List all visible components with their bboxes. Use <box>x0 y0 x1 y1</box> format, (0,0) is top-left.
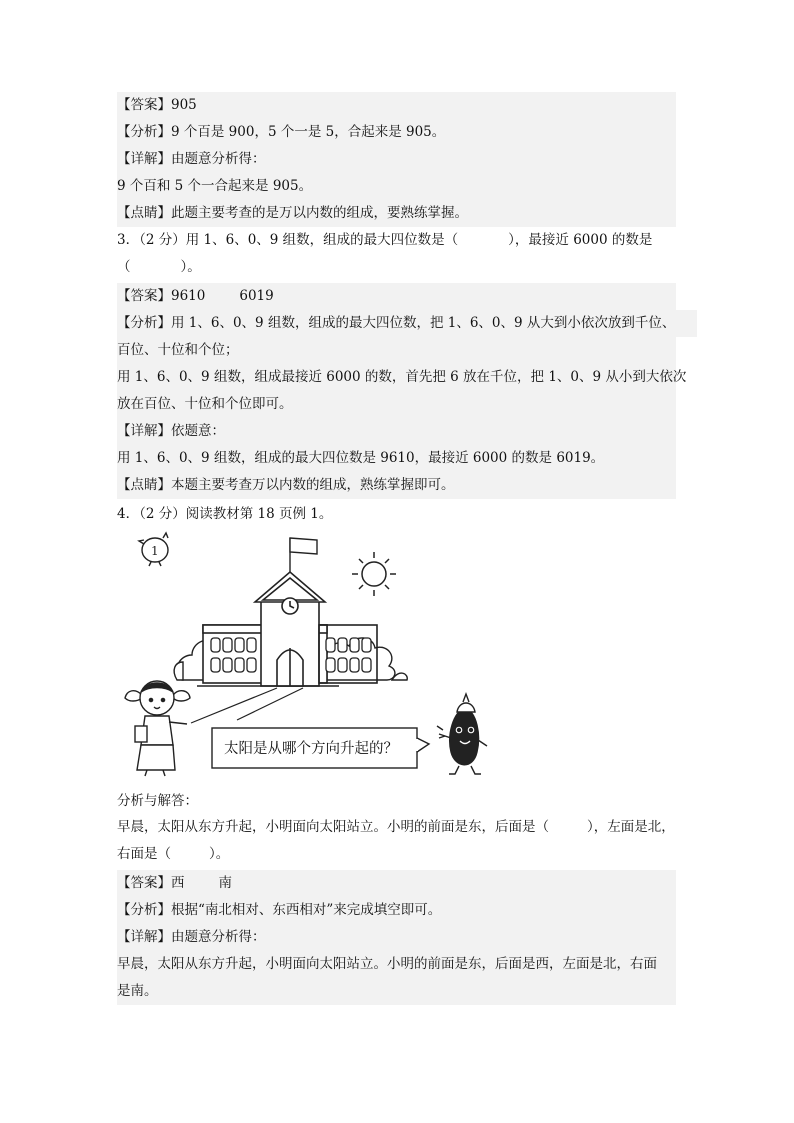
q3-stem <box>117 227 676 254</box>
analysis-text: 根据“南北相对、东西相对”来完成填空即可。 <box>171 902 442 918</box>
analysis-tag: 【分析】 <box>117 315 171 331</box>
q4-stem: 4．（2 分）阅读教材第 18 页例 1。 <box>117 506 333 522</box>
q3-stem-part: ）。 <box>180 259 201 275</box>
detail-text: 依题意： <box>171 423 225 439</box>
q4-question-part: 右面是（ <box>117 846 171 862</box>
detail-text: 由题意分析得： <box>171 929 266 945</box>
q4-detail-line2: 早晨，太阳从东方升起，小明面向太阳站立。小明的前面是东，后面是西，左面是北，右面 <box>117 951 676 978</box>
detail-tag: 【详解】 <box>117 929 171 945</box>
speech-bubble-text: 太阳是从哪个方向升起的？ <box>224 741 398 757</box>
example-badge-number: 1 <box>151 544 159 558</box>
q3-answer <box>117 283 676 310</box>
q2-analysis <box>117 119 676 146</box>
q4-detail-line3: 是南。 <box>117 978 676 1005</box>
answer-tag: 【答案】 <box>117 97 171 113</box>
detail-tag: 【详解】 <box>117 151 171 167</box>
q4-question-part: ），左面是北， <box>587 819 675 835</box>
analysis-text: 用 1、6、0、9 组数，组成的最大四位数，把 1、6、0、9 从大到小依次放到千位、 <box>171 315 676 331</box>
q4-question-line2 <box>117 841 676 868</box>
q3-analysis-line4: 放在百位、十位和个位即可。 <box>117 391 676 418</box>
q2-detail <box>117 146 676 173</box>
q2-tip <box>117 200 676 227</box>
answer-value: 西 <box>171 875 185 891</box>
q3-stem-line2 <box>117 254 676 281</box>
q3-stem-part: （ <box>117 259 131 275</box>
q3-stem-part: ），最接近 6000 的数是 <box>508 232 653 248</box>
answer-value: 6019 <box>239 288 274 304</box>
analysis-text: 9 个百是 900，5 个一是 5，合起来是 905。 <box>171 124 446 140</box>
q3-analysis <box>117 310 697 337</box>
answer-tag: 【答案】 <box>117 288 171 304</box>
answer-value: 9610 <box>171 288 206 304</box>
answer-value: 南 <box>218 875 232 891</box>
detail-tag: 【详解】 <box>117 423 171 439</box>
answer-value: 905 <box>171 97 197 113</box>
q4-question-part: 早晨，太阳从东方升起，小明面向太阳站立。小明的前面是东，后面是（ <box>117 819 549 835</box>
detail-text: 由题意分析得： <box>171 151 266 167</box>
q4-analysis <box>117 897 676 924</box>
tip-text: 此题主要考查的是万以内数的组成，要熟练掌握。 <box>171 205 468 221</box>
eggplant-character <box>437 694 487 774</box>
tip-tag: 【点睛】 <box>117 205 171 221</box>
q3-stem-part: 3．（2 分）用 1、6、0、9 组数，组成的最大四位数是（ <box>117 232 459 248</box>
q3-detail-line2: 用 1、6、0、9 组数，组成的最大四位数是 9610，最接近 6000 的数是 6019。 <box>117 445 676 472</box>
q4-question <box>117 814 676 841</box>
flag-icon <box>290 538 317 572</box>
tip-tag: 【点睛】 <box>117 477 171 493</box>
q4-answer <box>117 870 676 897</box>
q4-detail <box>117 924 676 951</box>
analysis-tag: 【分析】 <box>117 902 171 918</box>
girl-figure <box>125 681 190 776</box>
q3-detail <box>117 418 676 445</box>
q2-answer <box>117 92 676 119</box>
analysis-tag: 【分析】 <box>117 124 171 140</box>
path-lines <box>191 688 303 723</box>
q2-detail-line2: 9 个百和 5 个一合起来是 905。 <box>117 173 676 200</box>
school-building <box>197 572 377 686</box>
q4-question-part: ）。 <box>209 846 230 862</box>
q4-prompt: 分析与解答： <box>117 793 198 809</box>
answer-tag: 【答案】 <box>117 875 171 891</box>
sun-icon <box>352 552 396 596</box>
tip-text: 本题主要考查万以内数的组成，熟练掌握即可。 <box>171 477 455 493</box>
q3-analysis-line2: 百位、十位和个位； <box>117 337 676 364</box>
q3-analysis-line3: 用 1、6、0、9 组数，组成最接近 6000 的数，首先把 6 放在千位，把 1、0、9 从小到大依次 <box>117 364 676 391</box>
school-illustration <box>117 530 497 780</box>
q3-tip <box>117 472 676 499</box>
